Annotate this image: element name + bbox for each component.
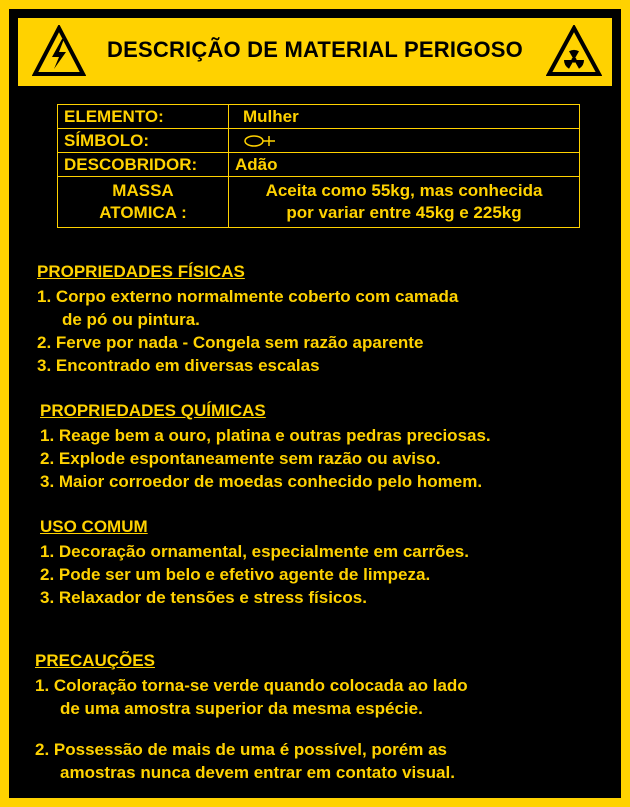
list-item: 3. Maior corroedor de moedas conhecido pelo homem. xyxy=(40,472,483,491)
atomic-mass-value-line2: por variar entre 45kg e 225kg xyxy=(286,203,522,222)
list-item: 2. Pode ser um belo e efetivo agente de limpeza. xyxy=(40,565,431,584)
list-item: 2. Ferve por nada - Congela sem razão aparente xyxy=(37,333,424,352)
section-title: USO COMUM xyxy=(40,517,148,536)
page-title: DESCRIÇÃO DE MATERIAL PERIGOSO xyxy=(107,37,523,62)
list-item: 1. Decoração ornamental, especialmente em carrões. xyxy=(40,542,469,561)
element-value: Mulher xyxy=(229,105,580,129)
list-item: 3. Relaxador de tensões e stress físicos. xyxy=(40,588,367,607)
list-item: 1. Reage bem a ouro, platina e outras pedras preciosas. xyxy=(40,426,491,445)
discoverer-label: DESCOBRIDOR: xyxy=(58,153,229,177)
list-item-continuation: amostras nunca devem entrar em contato visual. xyxy=(60,763,455,782)
physical-properties-section xyxy=(37,262,458,377)
radiation-warning-icon xyxy=(546,25,602,77)
atomic-mass-value-line1: Aceita como 55kg, mas conhecida xyxy=(265,181,543,200)
element-info-table xyxy=(57,104,580,228)
atomic-mass-label xyxy=(58,177,229,228)
chemical-properties-section xyxy=(40,401,491,493)
section-title: PROPRIEDADES QUÍMICAS xyxy=(40,401,266,420)
common-use-section xyxy=(40,517,469,609)
precautions-section xyxy=(35,651,468,784)
symbol-label: SÍMBOLO: xyxy=(58,129,229,153)
list-item-continuation: de pó ou pintura. xyxy=(62,310,200,329)
section-title: PROPRIEDADES FÍSICAS xyxy=(37,262,245,281)
atomic-mass-label-line2: ATOMICA : xyxy=(99,203,187,222)
list-item: 1. Corpo externo normalmente coberto com camada xyxy=(37,287,459,306)
header-banner xyxy=(18,18,612,86)
list-item: 2. Explode espontaneamente sem razão ou aviso. xyxy=(40,449,441,468)
list-item-continuation: de uma amostra superior da mesma espécie. xyxy=(60,699,423,718)
atomic-mass-value xyxy=(229,177,580,228)
discoverer-value: Adão xyxy=(229,153,580,177)
element-label: ELEMENTO: xyxy=(58,105,229,129)
atomic-mass-label-line1: MASSA xyxy=(112,181,174,200)
female-symbol-icon xyxy=(243,134,277,148)
section-title: PRECAUÇÕES xyxy=(35,651,155,670)
list-item: 3. Encontrado em diversas escalas xyxy=(37,356,320,375)
symbol-value xyxy=(229,129,580,153)
list-item: 2. Possessão de mais de uma é possível, porém as xyxy=(35,740,447,759)
list-item: 1. Coloração torna-se verde quando colocada ao lado xyxy=(35,676,468,695)
